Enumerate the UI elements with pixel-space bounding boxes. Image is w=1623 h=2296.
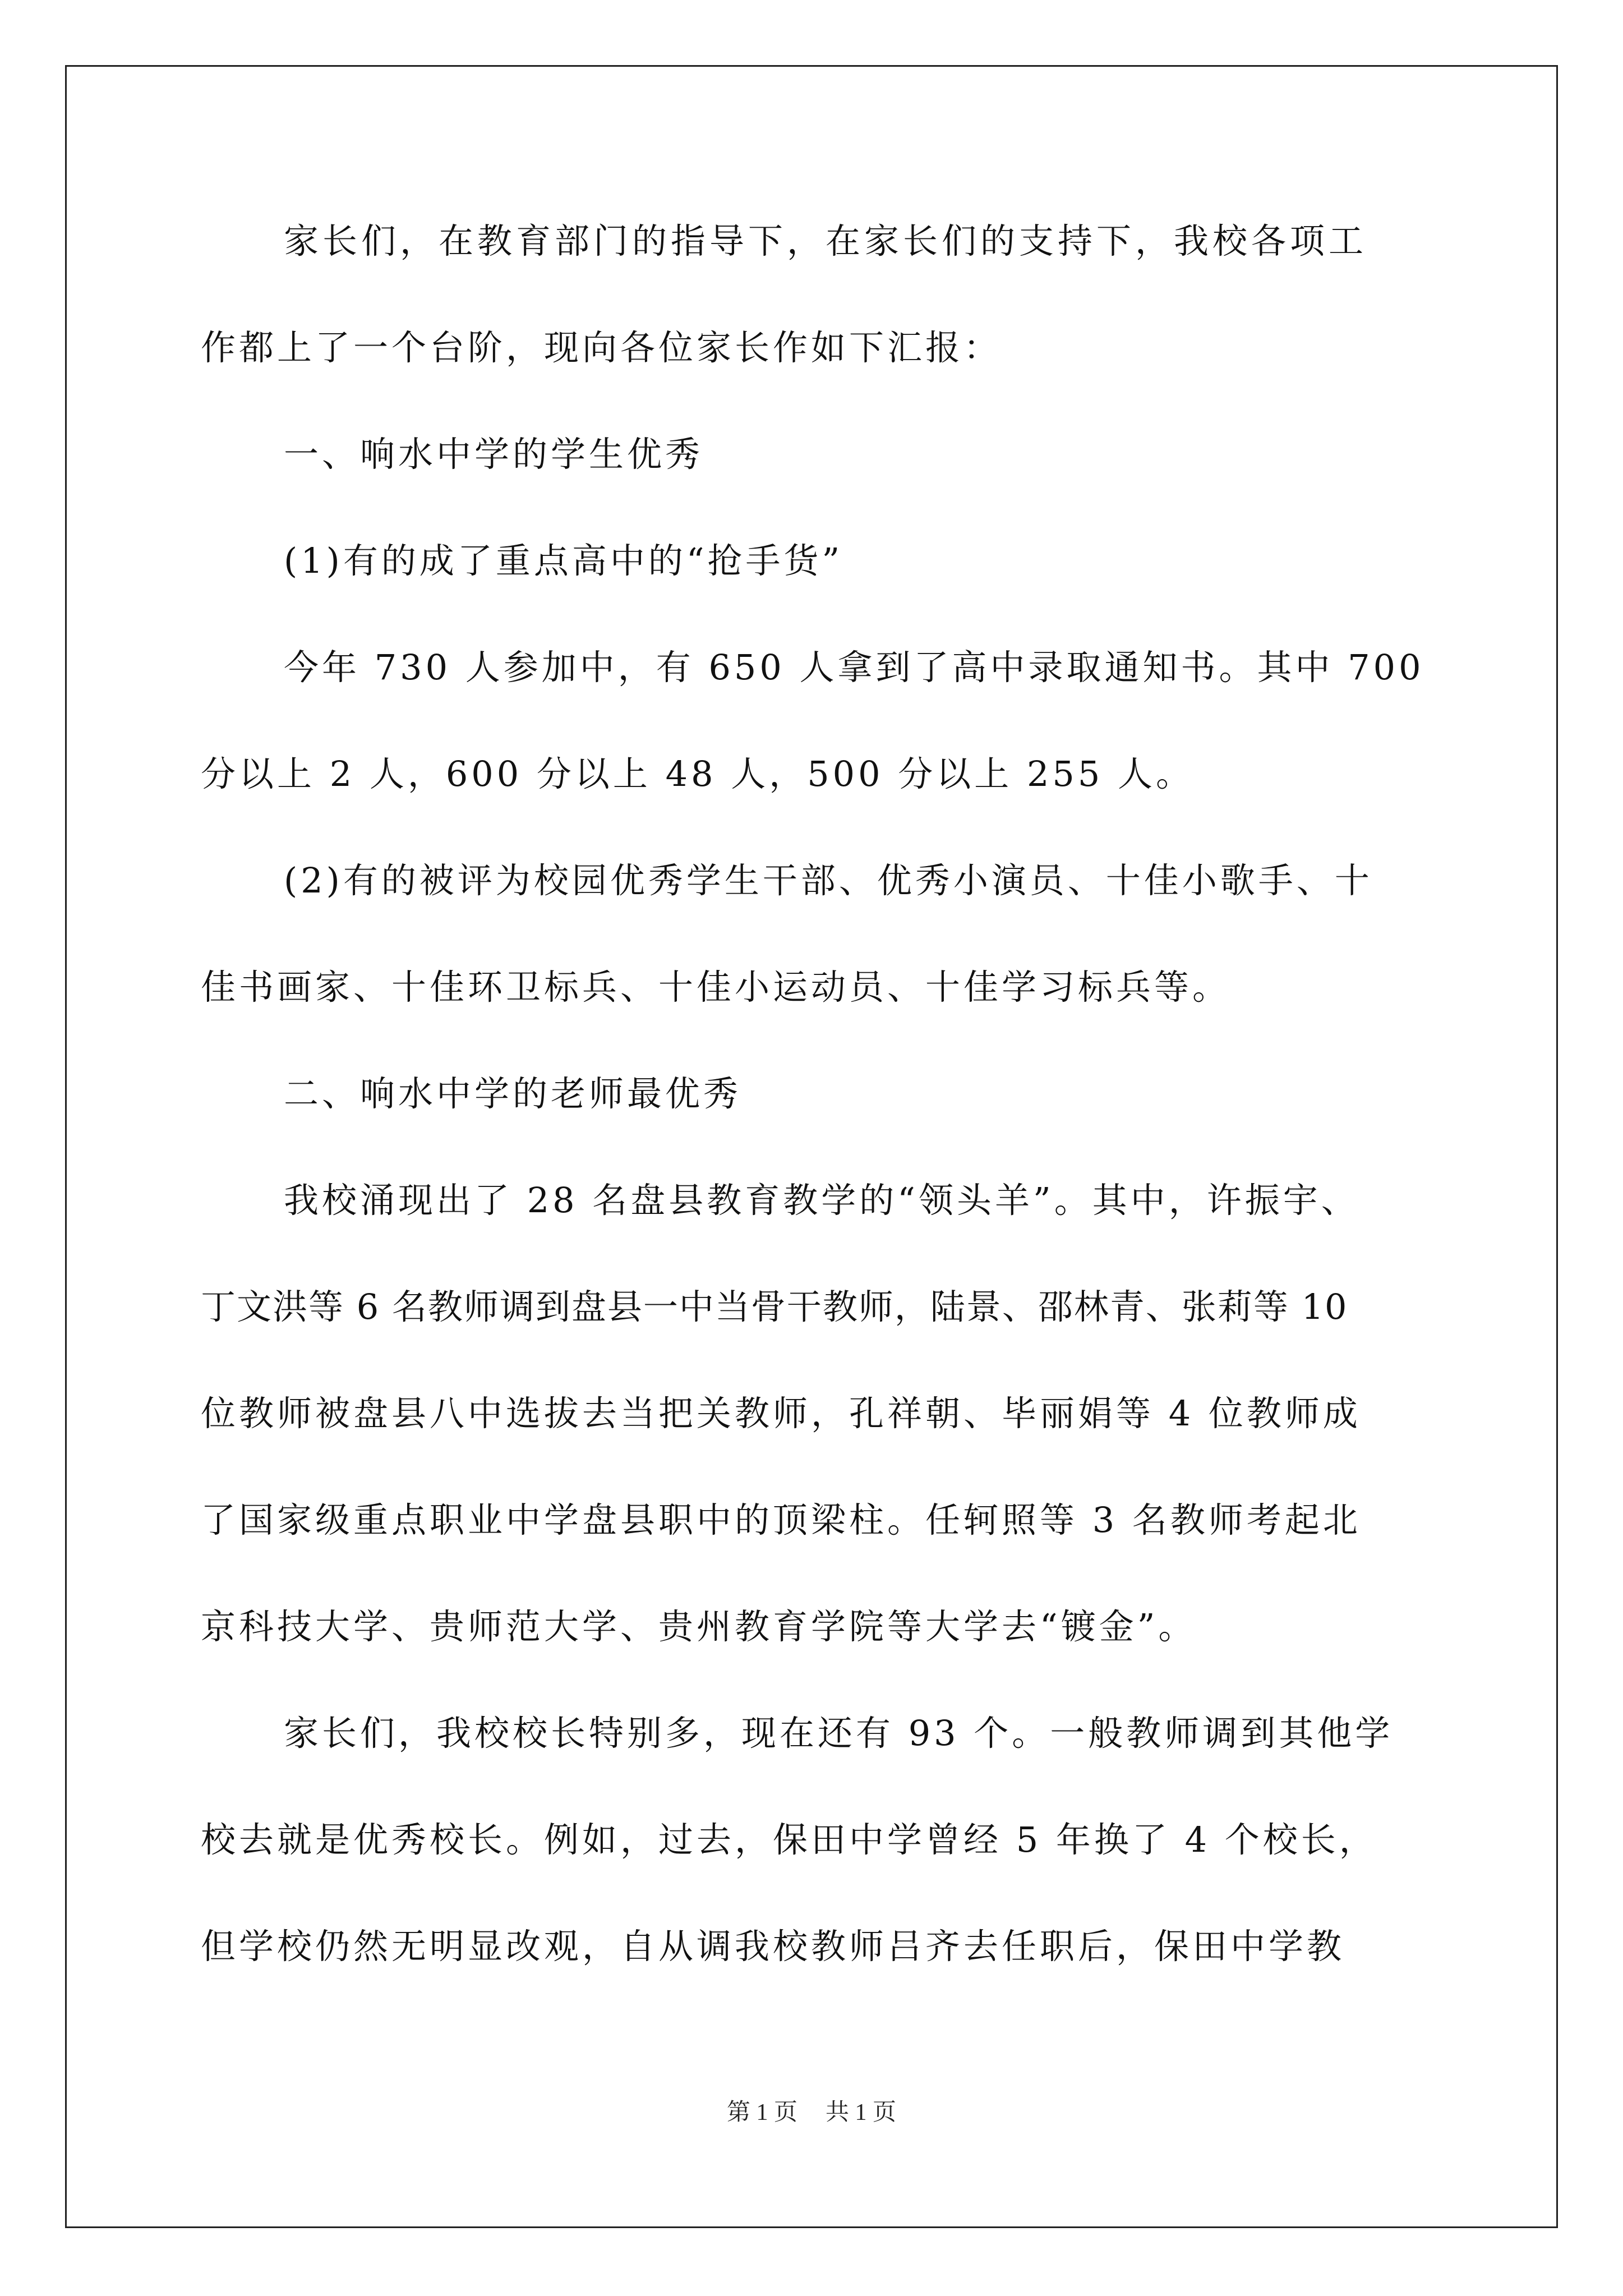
paragraph-4-line-4: 了国家级重点职业中学盘县职中的顶梁柱。任轲照等 3 名教师考起北 [201,1499,1361,1540]
paragraph-2-line-1: 今年 730 人参加中，有 650 人拿到了高中录取通知书。其中 700 [284,647,1424,688]
paragraph-4-line-2: 丁文洪等 6 名教师调到盘县一中当骨干教师，陆景、邵林青、张莉等 10 [201,1286,1348,1327]
page-number: 第 1 页 [726,2100,797,2125]
paragraph-1-line-2: 作都上了一个台阶，现向各位家长作如下汇报： [201,327,1002,368]
paragraph-3-line-1: (2)有的被评为校园优秀学生干部、优秀小演员、十佳小歌手、十 [284,860,1373,901]
paragraph-4-line-3: 位教师被盘县八中选拔去当把关教师，孔祥朝、毕丽娟等 4 位教师成 [201,1393,1361,1434]
paragraph-4-line-5: 京科技大学、贵师范大学、贵州教育学院等大学去“镀金”。 [201,1606,1197,1647]
paragraph-1-line-1: 家长们，在教育部门的指导下，在家长们的支持下，我校各项工 [284,220,1368,261]
page-border [65,65,1558,2228]
paragraph-4-line-1: 我校涌现出了 28 名盘县教育教学的“领头羊”。其中，许振宇、 [284,1180,1359,1221]
paragraph-2-line-2: 分以上 2 人，600 分以上 48 人，500 分以上 255 人。 [201,753,1195,794]
paragraph-5-line-2: 校去就是优秀校长。例如，过去，保田中学曾经 5 年换了 4 个校长， [201,1819,1377,1860]
paragraph-3-line-2: 佳书画家、十佳环卫标兵、十佳小运动员、十佳学习标兵等。 [201,967,1231,1007]
page-footer [0,2097,1623,2128]
section-heading-1: 一、响水中学的学生优秀 [284,434,704,475]
page-total: 共 1 页 [826,2100,897,2125]
section-heading-2: 二、响水中学的老师最优秀 [284,1073,742,1114]
sub-heading-1: (1)有的成了重点高中的“抢手货” [284,540,843,581]
paragraph-5-line-1: 家长们，我校校长特别多，现在还有 93 个。一般教师调到其他学 [284,1713,1394,1754]
paragraph-5-line-3: 但学校仍然无明显改观，自从调我校教师吕齐去任职后，保田中学教 [201,1926,1345,1967]
